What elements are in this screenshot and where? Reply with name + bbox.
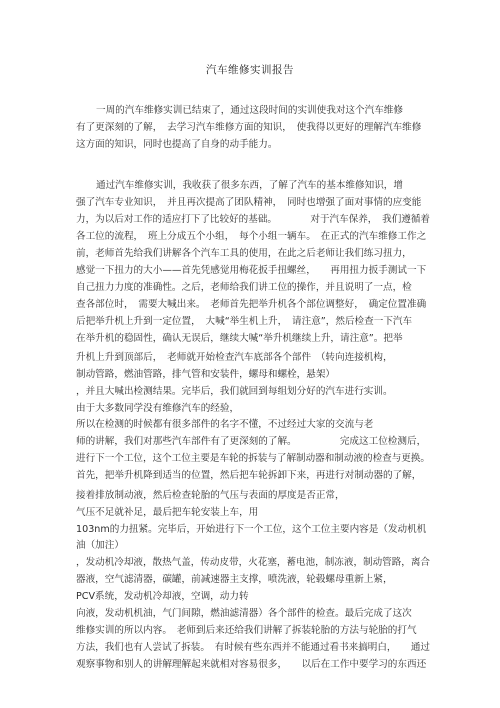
body-line: 油（加注） [76,540,124,551]
body-line: 力，为以后对工作的适应打下了比较好的基础。 对于汽车保养， 我们遵循着 [76,214,430,225]
body-line: 进行下一个工位，这个工位主要是车轮的拆装与了解制动器和制动液的检查与更换。 [76,453,430,464]
body-line: 向液，发动机机油，气门间隙，燃油滤清器）各个部件的检查。最后完成了这次 [76,608,412,619]
body-line: 查各部位时， 需要大喊出来。 老师首先把举升机各个部位调整好， 确定位置准确 [76,299,427,310]
body-line: 各工位的流程， 班上分成五个小组， 每个小组一辆车。 在正式的汽车维修工作之 [76,231,427,242]
body-line: 自己扭力力度的准确性。之后，老师给我们讲工位的操作，并且说明了一点，检 [76,282,412,293]
body-line: 前，老师首先给我们讲解各个汽车工具的使用，在此之后老师让我们练习扭力， [76,248,412,259]
body-line: 制动管路，燃油管路，排气管和安装件，螺母和螺栓，悬架） [76,369,336,380]
body-line: 气压不足就补足，最后把车轮安装上车，用 [76,507,259,518]
body-line: 感觉一下扭力的大小——首先凭感觉用梅花扳手扭螺丝， 再用扭力扳手测试一下 [76,265,427,276]
body-line: 有了更深刻的了解， 去学习汽车维修方面的知识， 使我得以更好的理解汽车维修 [76,122,422,133]
body-line: 师的讲解，我们对那些汽车部件有了更深刻的了解。 完成这工位检测后， [76,436,427,447]
body-line: 器液，空气滤清器，碳罐，前减速器主支撑，喷洗液，轮毂螺母重新上紧， [76,574,393,585]
body-line: 强了汽车专业知识， 并且再次提高了团队精神， 同时也增强了面对事情的应变能 [76,197,422,208]
body-line: 维修实训的所以内容。 老师到后来还给我们讲解了拆装轮胎的方法与轮胎的打气 [76,625,417,636]
body-line: 一周的汽车维修实训已结束了，通过这段时间的实训使我对这个汽车维修 [96,105,403,116]
body-line: 在举升机的稳固性，确认无误后，继续大喊“举升机继续上升，请注意”。把举 [76,333,403,344]
body-line: 方法，我们也有人尝试了拆装。 有时候有些东西并不能通过看书来搞明白， 通过 [76,642,430,653]
body-line: ，发动机冷却液，散热气盖，传动皮带，火花塞，蓄电池，制冻液，制动管路，离合 [76,557,430,568]
body-line: 观察事物和别人的讲解理解起来就相对容易很多， 以后在工作中要学习的东西还 [76,659,427,670]
body-line: 接着排放制动液，然后检查轮胎的气压与表面的厚度是否正常， [76,490,345,501]
body-line: 通过汽车维修实训，我收获了很多东西，了解了汽车的基本维修知识，增 [96,180,403,191]
body-line: 由于大多数同学没有维修汽车的经验， [76,403,240,414]
body-line: ，并且大喊出检测结果。完毕后，我们就回到每组划分好的汽车进行实训。 [76,386,393,397]
body-line: 首先，把举升机降到适当的位置，然后把车轮拆卸下来，再进行对制动器的了解， [76,470,422,481]
body-line: 这方面的知识，同时也提高了自身的动手能力。 [76,139,278,150]
body-line: 所以在检测的时候都有很多部件的名字不懂，不过经过大家的交流与老 [76,419,374,430]
body-line: 后把举升机上升到一定位置， 大喊“举生机上升， 请注意”，然后检查一下汽车 [76,316,413,327]
document-title: 汽车维修实训报告 [206,64,294,76]
body-line: PCV系统，发动机冷却液，空调，动力转 [76,591,249,602]
body-line: 升机上升到顶部后， 老师就开始检查汽车底部各个部件 （转向连接机构， [76,352,393,363]
body-line: 103nm的力扭紧。完毕后，开始进行下一个工位，这个工位主要内容是（发动机机 [76,524,427,535]
